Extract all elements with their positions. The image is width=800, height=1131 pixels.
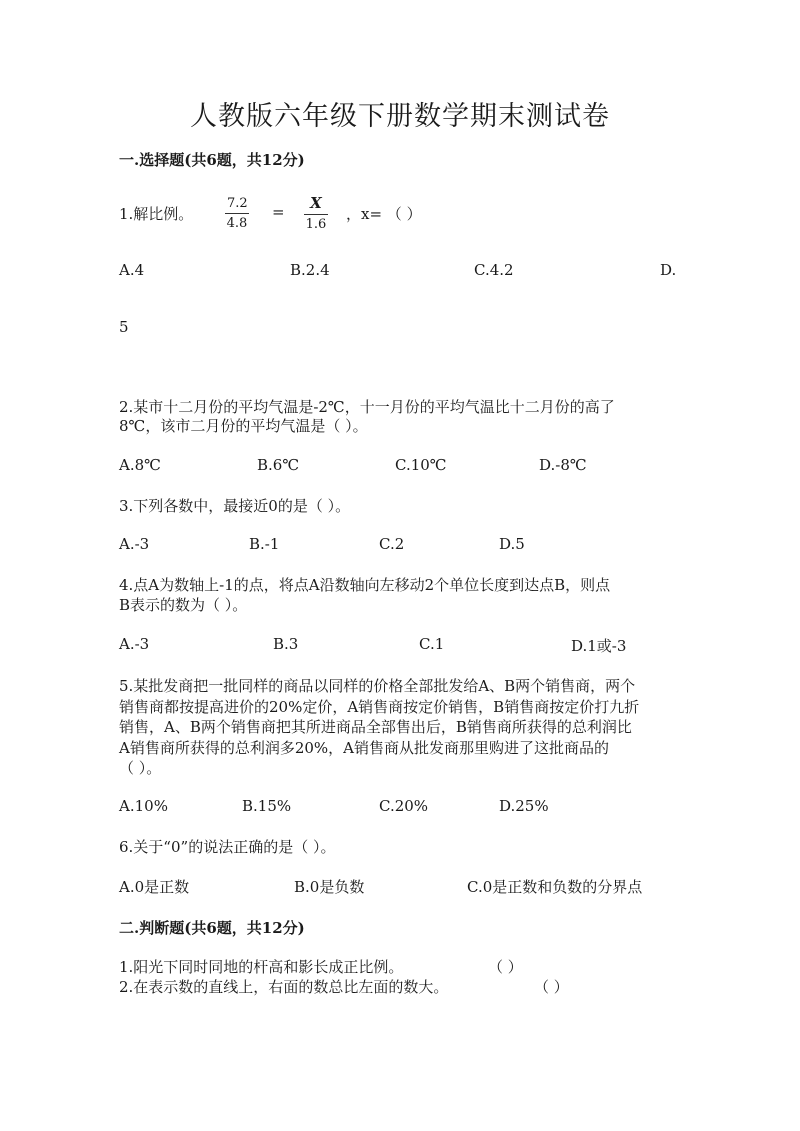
q1-option-d: D. bbox=[660, 261, 677, 279]
question-6-line-1: 6.关于“0”的说法正确的是（ ）。 bbox=[119, 838, 336, 856]
q1-option-c: C.4.2 bbox=[474, 261, 514, 279]
q3-option-b: B.-1 bbox=[249, 535, 280, 553]
question-2-line-2: 8℃，该市二月份的平均气温是（ ）。 bbox=[119, 417, 368, 435]
q5-option-c: C.20% bbox=[379, 797, 429, 815]
question-4-line-1: 4.点A为数轴上-1的点，将点A沿数轴向左移动2个单位长度到达点B，则点 bbox=[119, 576, 611, 594]
question-5-line-4: A销售商所获得的总利润多20%，A销售商从批发商那里购进了这批商品的 bbox=[119, 739, 610, 757]
q6-option-b: B.0是负数 bbox=[294, 878, 365, 896]
question-1-prefix: 1.解比例。 bbox=[119, 205, 194, 223]
judgment-1-text: 1.阳光下同时同地的杆高和影长成正比例。 bbox=[119, 958, 404, 976]
q2-option-c: C.10℃ bbox=[395, 456, 447, 474]
q4-option-a: A.-3 bbox=[119, 635, 150, 653]
equals-sign: = bbox=[272, 203, 285, 221]
judgment-1-blank: （ ） bbox=[488, 958, 523, 976]
question-3-line-1: 3.下列各数中，最接近0的是（ ）。 bbox=[119, 497, 351, 515]
q5-option-d: D.25% bbox=[499, 797, 549, 815]
q4-option-b: B.3 bbox=[273, 635, 299, 653]
judgment-2-blank: （ ） bbox=[534, 978, 569, 996]
question-5-line-2: 销售商都按提高进价的20%定价，A销售商按定价销售，B销售商按定价打九折 bbox=[119, 698, 640, 716]
q6-option-a: A.0是正数 bbox=[119, 878, 190, 896]
question-5-line-1: 5.某批发商把一批同样的商品以同样的价格全部批发给A、B两个销售商，两个 bbox=[119, 677, 636, 695]
fraction-left-denominator: 4.8 bbox=[226, 216, 248, 231]
q5-option-a: A.10% bbox=[119, 797, 168, 815]
q2-option-d: D.-8℃ bbox=[539, 456, 587, 474]
fraction-right-numerator: X bbox=[304, 194, 328, 215]
q1-option-a: A.4 bbox=[119, 261, 145, 279]
q2-option-a: A.8℃ bbox=[119, 456, 161, 474]
q1-option-d-value: 5 bbox=[119, 318, 129, 336]
question-5-line-3: 销售，A、B两个销售商把其所进商品全部售出后，B销售商所获得的总利润比 bbox=[119, 718, 632, 736]
fraction-right bbox=[304, 194, 328, 232]
section-heading-choice: 一.选择题(共6题，共12分) bbox=[119, 151, 305, 169]
question-2-line-1: 2.某市十二月份的平均气温是-2℃，十一月份的平均气温比十二月份的高了 bbox=[119, 398, 615, 416]
question-1-suffix: ，x= （ ） bbox=[346, 205, 422, 223]
question-4-line-2: B表示的数为（ ）。 bbox=[119, 596, 248, 614]
question-5-line-5: （ ）。 bbox=[119, 759, 162, 777]
q4-option-d: D.1或-3 bbox=[571, 637, 627, 655]
q1-option-b: B.2.4 bbox=[290, 261, 330, 279]
page-title: 人教版六年级下册数学期末测试卷 bbox=[190, 101, 610, 132]
fraction-right-denominator: 1.6 bbox=[305, 217, 327, 232]
q6-option-c: C.0是正数和负数的分界点 bbox=[467, 878, 643, 896]
q4-option-c: C.1 bbox=[419, 635, 445, 653]
judgment-2-text: 2.在表示数的直线上，右面的数总比左面的数大。 bbox=[119, 978, 449, 996]
fraction-left bbox=[225, 196, 249, 231]
q3-option-a: A.-3 bbox=[119, 535, 150, 553]
q5-option-b: B.15% bbox=[242, 797, 292, 815]
q3-option-c: C.2 bbox=[379, 535, 405, 553]
fraction-left-numerator: 7.2 bbox=[225, 196, 249, 214]
q3-option-d: D.5 bbox=[499, 535, 525, 553]
section-heading-judgment: 二.判断题(共6题，共12分) bbox=[119, 919, 305, 937]
q2-option-b: B.6℃ bbox=[257, 456, 300, 474]
